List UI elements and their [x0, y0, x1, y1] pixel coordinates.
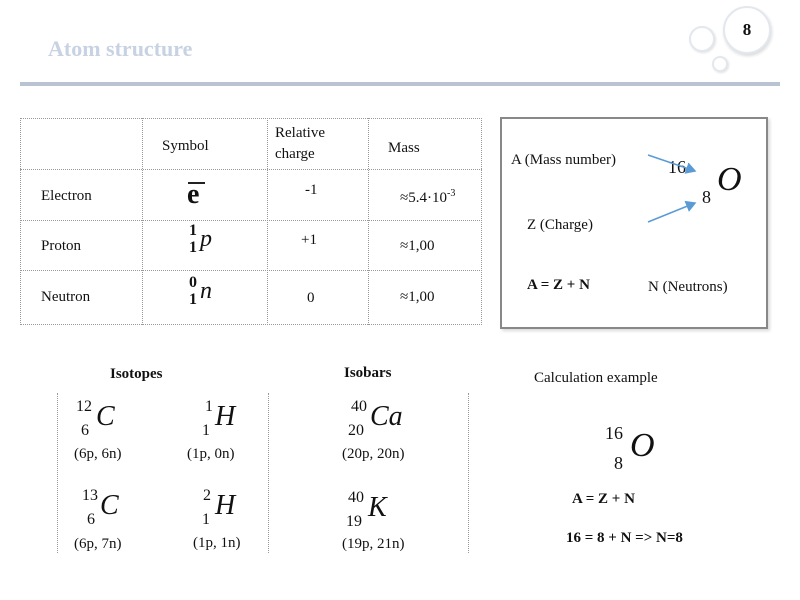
title-divider: [20, 82, 780, 86]
isotope-c12: [74, 398, 134, 442]
isotope-h1-symbol: H: [215, 401, 236, 432]
isobar-k40-composition: (19p, 21n): [342, 536, 405, 552]
decor-circle-small: [712, 56, 728, 72]
calculation-oxygen-atomic: 8: [614, 453, 623, 473]
header-mass: Mass: [388, 140, 420, 156]
arrow-charge-icon: [648, 203, 695, 222]
isobar-k40-symbol: K: [368, 492, 387, 523]
isobar-ca40-mass: 40: [351, 398, 367, 415]
calculation-oxygen: [605, 423, 695, 477]
calculation-heading: Calculation example: [534, 370, 658, 386]
mass-number-label: A (Mass number): [511, 152, 616, 168]
electron-charge: -1: [305, 182, 318, 198]
isotope-c13-mass: 13: [82, 487, 98, 504]
isotope-h1: [202, 398, 262, 442]
proton-mass-number: 1: [189, 222, 197, 239]
table-border: [20, 118, 21, 325]
isobar-ca40-symbol: Ca: [370, 401, 403, 432]
isobar-k40-mass: 40: [348, 489, 364, 506]
neutron-charge-number: 1: [189, 291, 197, 308]
page-title: Atom structure: [48, 36, 193, 61]
isotope-h2: [202, 487, 262, 531]
electron-mass-exponent: -3: [446, 188, 456, 199]
proton-symbol: [188, 222, 228, 264]
electron-symbol: [186, 176, 216, 212]
neutron-mass-number: 0: [189, 274, 197, 291]
table-border: [20, 169, 482, 170]
neutron-label: N (Neutrons): [648, 279, 728, 295]
arrow-mass-icon: [648, 155, 695, 171]
isobar-ca40: [348, 398, 428, 442]
isotope-h1-composition: (1p, 0n): [187, 446, 235, 462]
neutron-charge: 0: [307, 290, 315, 306]
section-divider: [268, 393, 269, 553]
formula: A = Z + N: [527, 277, 590, 293]
proton-mass: ≈1,00: [400, 238, 435, 254]
isobars-heading: Isobars: [344, 365, 392, 381]
oxygen-symbol: O: [717, 161, 742, 198]
isotope-h2-atomic: 1: [202, 511, 210, 528]
isotope-h2-symbol: H: [215, 490, 236, 521]
isotope-h2-mass: 2: [203, 487, 211, 504]
isotope-h1-atomic: 1: [202, 422, 210, 439]
table-border: [20, 220, 482, 221]
isobar-ca40-atomic: 20: [348, 422, 364, 439]
neutron-symbol: [188, 274, 228, 316]
oxygen-atomic-number: 8: [702, 187, 711, 207]
neutron-mass: ≈1,00: [400, 289, 435, 305]
oxygen-mass-number: 16: [668, 157, 686, 177]
isobar-ca40-composition: (20p, 20n): [342, 446, 405, 462]
isotope-c13-atomic: 6: [87, 511, 95, 528]
particles-table: [20, 118, 482, 325]
calculation-line-1: A = Z + N: [572, 491, 635, 507]
proton-charge: +1: [301, 232, 317, 248]
isotope-c13-symbol: C: [100, 490, 119, 521]
neutron-symbol-letter: n: [200, 278, 212, 304]
decor-circle-large: [689, 26, 715, 52]
electron-mass: [400, 188, 455, 207]
isotope-c13: [82, 487, 142, 531]
calculation-line-2: 16 = 8 + N => N=8: [566, 530, 683, 546]
page-number-badge: [723, 6, 771, 54]
isobar-k40: [346, 489, 426, 533]
isotope-c12-mass: 12: [76, 398, 92, 415]
section-divider: [57, 393, 58, 553]
isotope-c13-composition: (6p, 7n): [74, 536, 122, 552]
calculation-oxygen-symbol: O: [630, 427, 655, 464]
table-border: [20, 324, 482, 325]
arrows: [502, 119, 766, 327]
table-border: [368, 118, 369, 325]
isotope-h1-mass: 1: [205, 398, 213, 415]
charge-label: Z (Charge): [527, 217, 593, 233]
page-number: 8: [742, 20, 752, 39]
proton-charge-number: 1: [189, 239, 197, 256]
table-border: [20, 270, 482, 271]
header-relative-charge-1: Relative: [275, 125, 325, 141]
isotope-c12-composition: (6p, 6n): [74, 446, 122, 462]
electron-mass-value: ≈5.4·10: [400, 190, 447, 206]
table-border: [481, 118, 482, 325]
isotope-h2-composition: (1p, 1n): [193, 535, 241, 551]
notation-box: [500, 117, 768, 329]
row-name-neutron: Neutron: [41, 289, 91, 305]
header-symbol: Symbol: [162, 138, 209, 154]
table-border: [20, 118, 482, 119]
isobar-k40-atomic: 19: [346, 513, 362, 530]
isotopes-heading: Isotopes: [110, 366, 163, 382]
row-name-electron: Electron: [41, 188, 92, 204]
calculation-oxygen-mass: 16: [605, 423, 623, 443]
table-border: [142, 118, 143, 325]
section-divider: [468, 393, 469, 553]
table-border: [267, 118, 268, 325]
isotope-c12-symbol: C: [96, 401, 115, 432]
electron-symbol-letter: e: [187, 179, 200, 210]
isotope-c12-atomic: 6: [81, 422, 89, 439]
header-relative-charge-2: charge: [275, 146, 315, 162]
row-name-proton: Proton: [41, 238, 82, 254]
proton-symbol-letter: p: [200, 226, 212, 252]
